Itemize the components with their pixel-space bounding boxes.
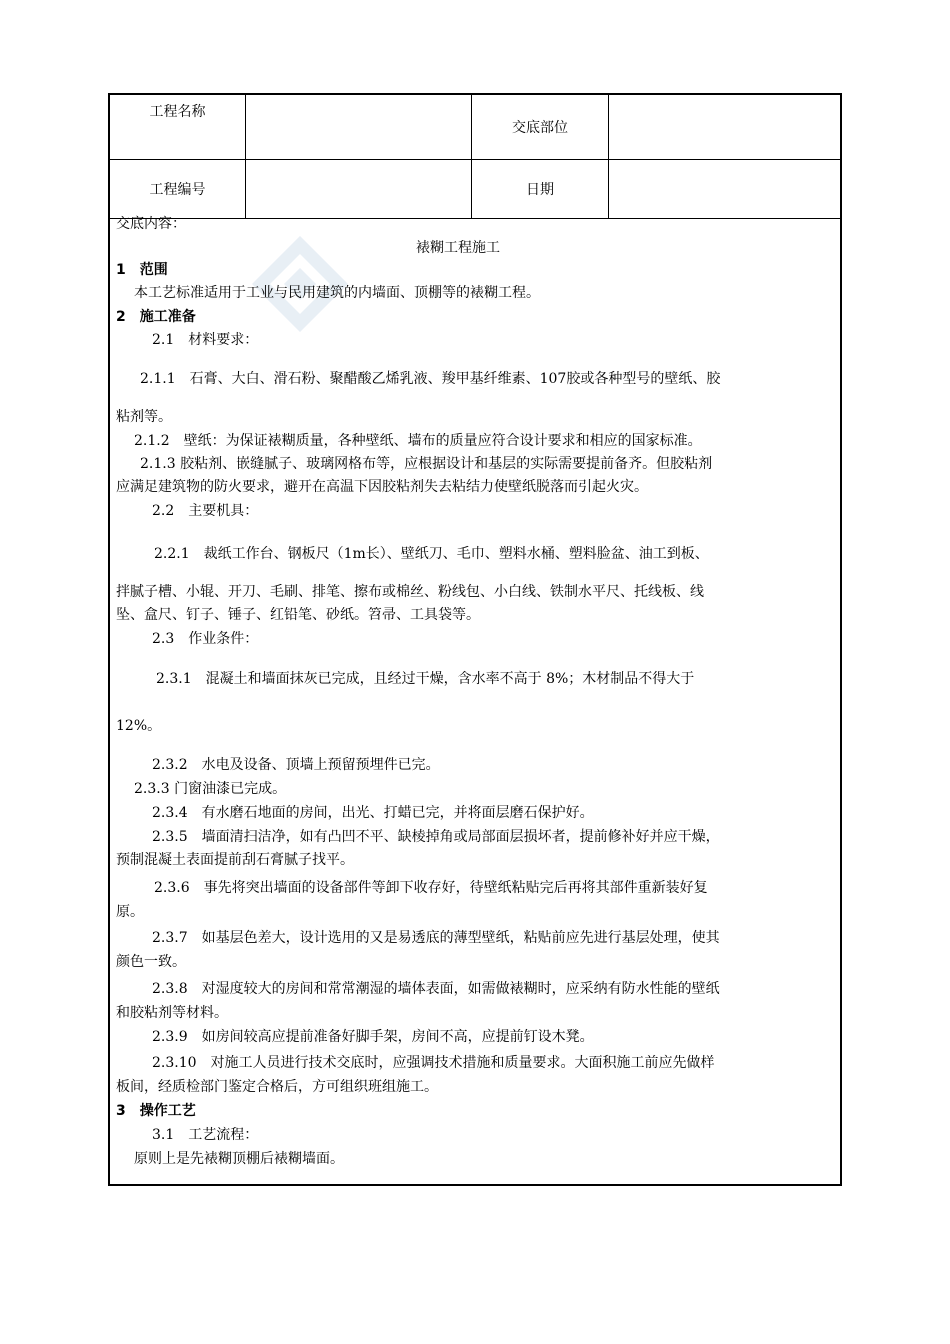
section-3-heading: 3 操作工艺: [116, 1103, 196, 1119]
item-2-2-1-line2: 拌腻子槽、小辊、开刀、毛刷、排笔、擦布或棉丝、粉线包、小白线、铁制水平尺、托线板、线: [116, 584, 704, 600]
item-2-3-9: 2.3.9 如房间较高应提前准备好脚手架，房间不高，应提前钉设木凳。: [152, 1029, 594, 1045]
section-1-heading: 1 范围: [116, 262, 168, 278]
project-name-field: [246, 95, 472, 160]
project-name-label: 工程名称: [110, 95, 246, 160]
document-title: 裱糊工程施工: [416, 240, 500, 256]
item-2-3-8-line2: 和胶粘剂等材料。: [116, 1005, 228, 1021]
briefing-content: [110, 213, 840, 1183]
item-2-3-2: 2.3.2 水电及设备、顶墙上预留预埋件已完。: [152, 757, 440, 773]
item-3-1-text: 原则上是先裱糊顶棚后裱糊墙面。: [134, 1151, 344, 1167]
item-2-3-5-line1: 2.3.5 墙面清扫洁净，如有凸凹不平、缺棱掉角或局部面层损坏者，提前修补好并应干燥，: [152, 829, 720, 845]
date-label: 日期: [472, 160, 609, 219]
item-2-1-3-line2: 应满足建筑物的防火要求，避开在高温下因胶粘剂失去粘结力使壁纸脱落而引起火灾。: [116, 479, 648, 495]
item-2-2-1-line3: 坠、盒尺、钉子、锤子、红铅笔、砂纸。笤帚、工具袋等。: [116, 607, 480, 623]
item-2-1-1-line2: 粘剂等。: [116, 409, 172, 425]
item-2-2-1-line1: 2.2.1 裁纸工作台、钢板尺（1m长）、壁纸刀、毛巾、塑料水桶、塑料脸盆、油工到板、: [154, 546, 709, 562]
date-field: [609, 160, 841, 219]
item-2-3-1-line2: 12%。: [116, 718, 162, 734]
section-1-text: 本工艺标准适用于工业与民用建筑的内墙面、顶棚等的裱糊工程。: [134, 285, 540, 301]
header-table: [110, 95, 840, 219]
item-2-3: 2.3 作业条件：: [152, 631, 259, 647]
item-2-3-5-line2: 预制混凝土表面提前刮石膏腻子找平。: [116, 852, 354, 868]
item-2-3-6-line1: 2.3.6 事先将突出墙面的设备部件等卸下收存好，待壁纸粘贴完后再将其部件重新装好复: [154, 880, 708, 896]
item-2-1-3-line1: 2.1.3 胶粘剂、嵌缝腻子、玻璃网格布等，应根据设计和基层的实际需要提前备齐。但胶粘剂: [140, 456, 713, 472]
item-2-3-4: 2.3.4 有水磨石地面的房间，出光、打蜡已完，并将面层磨石保护好。: [152, 805, 594, 821]
item-2-3-7-line2: 颜色一致。: [116, 954, 186, 970]
item-2-1-2: 2.1.2 壁纸：为保证裱糊质量，各种壁纸、墙布的质量应符合设计要求和相应的国家标准。: [134, 433, 702, 449]
item-2-3-6-line2: 原。: [116, 904, 144, 920]
technical-briefing-form: [108, 93, 842, 1186]
location-label: 交底部位: [472, 95, 609, 160]
item-2-1-1-line1: 2.1.1 石膏、大白、滑石粉、聚醋酸乙烯乳液、羧甲基纤维素、107胶或各种型号的壁纸、胶: [140, 371, 721, 387]
location-field: [609, 95, 841, 160]
item-2-3-10-line1: 2.3.10 对施工人员进行技术交底时，应强调技术措施和质量要求。大面积施工前应先做样: [152, 1055, 715, 1071]
item-2-3-10-line2: 板间，经质检部门鉴定合格后，方可组织班组施工。: [116, 1079, 438, 1095]
item-2-3-1-line1: 2.3.1 混凝土和墙面抹灰已完成，且经过干燥，含水率不高于 8%；木材制品不得大于: [156, 671, 695, 687]
item-2-3-3: 2.3.3 门窗油漆已完成。: [134, 781, 287, 797]
project-no-label: 工程编号: [110, 160, 246, 219]
intro-label: 交底内容：: [116, 216, 186, 232]
section-2-heading: 2 施工准备: [116, 309, 196, 325]
item-2-3-7-line1: 2.3.7 如基层色差大，设计选用的又是易透底的薄型壁纸，粘贴前应先进行基层处理，使其: [152, 930, 720, 946]
project-no-field: [246, 160, 472, 219]
item-2-3-8-line1: 2.3.8 对湿度较大的房间和常常潮湿的墙体表面，如需做裱糊时，应采纳有防水性能的壁纸: [152, 981, 720, 997]
item-2-1: 2.1 材料要求：: [152, 332, 259, 348]
item-2-2: 2.2 主要机具：: [152, 503, 259, 519]
item-3-1: 3.1 工艺流程：: [152, 1127, 259, 1143]
